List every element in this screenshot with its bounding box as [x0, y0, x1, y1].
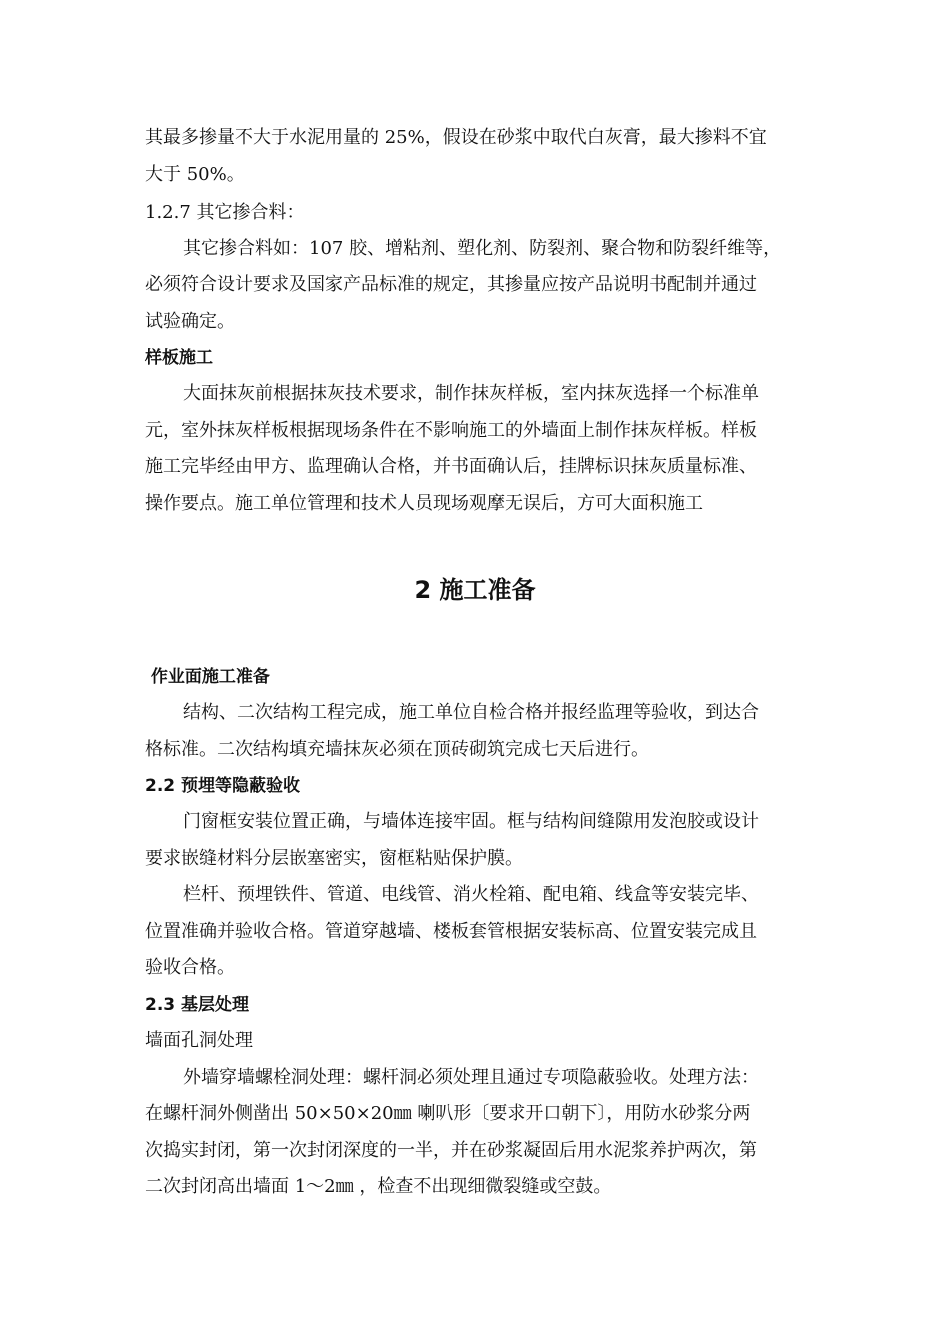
- subsection-label: 墙面孔洞处理: [145, 1030, 253, 1051]
- paragraph-line: 格标准。二次结构填充墙抹灰必须在顶砖砌筑完成七天后进行。: [145, 739, 649, 760]
- paragraph-line: 要求嵌缝材料分层嵌塞密实，窗框粘贴保护膜。: [145, 848, 523, 869]
- paragraph-line: 其它掺合料如：107 胶、增粘剂、塑化剂、防裂剂、聚合物和防裂纤维等，: [183, 238, 782, 259]
- paragraph-line: 施工完毕经由甲方、监理确认合格，并书面确认后，挂牌标识抹灰质量标准、: [145, 456, 757, 477]
- paragraph-line: 二次封闭高出墙面 1～2㎜ ，检查不出现细微裂缝或空鼓。: [145, 1176, 612, 1197]
- section-heading: 2.2 预埋等隐蔽验收: [145, 776, 301, 796]
- paragraph-line: 必须符合设计要求及国家产品标准的规定，其掺量应按产品说明书配制并通过: [145, 274, 757, 295]
- section-heading: 样板施工: [145, 348, 213, 368]
- section-heading: 2.3 基层处理: [145, 995, 250, 1015]
- paragraph-line: 次捣实封闭，第一次封闭深度的一半，并在砂浆凝固后用水泥浆养护两次，第: [145, 1140, 757, 1161]
- paragraph-line: 外墙穿墙螺栓洞处理：螺杆洞必须处理且通过专项隐蔽验收。处理方法：: [183, 1067, 759, 1088]
- paragraph-line: 门窗框安装位置正确，与墙体连接牢固。框与结构间缝隙用发泡胶或设计: [183, 811, 759, 832]
- paragraph-line: 操作要点。施工单位管理和技术人员现场观摩无误后，方可大面积施工: [145, 493, 703, 514]
- paragraph-line: 大于 50%。: [145, 164, 245, 185]
- paragraph-line: 验收合格。: [145, 957, 235, 978]
- paragraph-line: 栏杆、预埋铁件、管道、电线管、消火栓箱、配电箱、线盒等安装完毕、: [183, 884, 759, 905]
- paragraph-line: 元，室外抹灰样板根据现场条件在不影响施工的外墙面上制作抹灰样板。样板: [145, 420, 757, 441]
- paragraph-line: 位置准确并验收合格。管道穿越墙、楼板套管根据安装标高、位置安装完成且: [145, 921, 757, 942]
- chapter-title: 2 施工准备: [414, 576, 536, 604]
- paragraph-line: 大面抹灰前根据抹灰技术要求，制作抹灰样板，室内抹灰选择一个标准单: [183, 383, 759, 404]
- section-heading: 作业面施工准备: [145, 667, 270, 687]
- paragraph-line: 结构、二次结构工程完成，施工单位自检合格并报经监理等验收，到达合: [183, 702, 759, 723]
- paragraph-line: 在螺杆洞外侧凿出 50×50×20㎜ 喇叭形〔要求开口朝下〕，用防水砂浆分两: [145, 1103, 751, 1124]
- paragraph-line: 试验确定。: [145, 311, 235, 332]
- subsection-label: 1.2.7 其它掺合料：: [145, 202, 305, 223]
- paragraph-line: 其最多掺量不大于水泥用量的 25%，假设在砂浆中取代白灰膏，最大掺料不宜: [145, 127, 767, 148]
